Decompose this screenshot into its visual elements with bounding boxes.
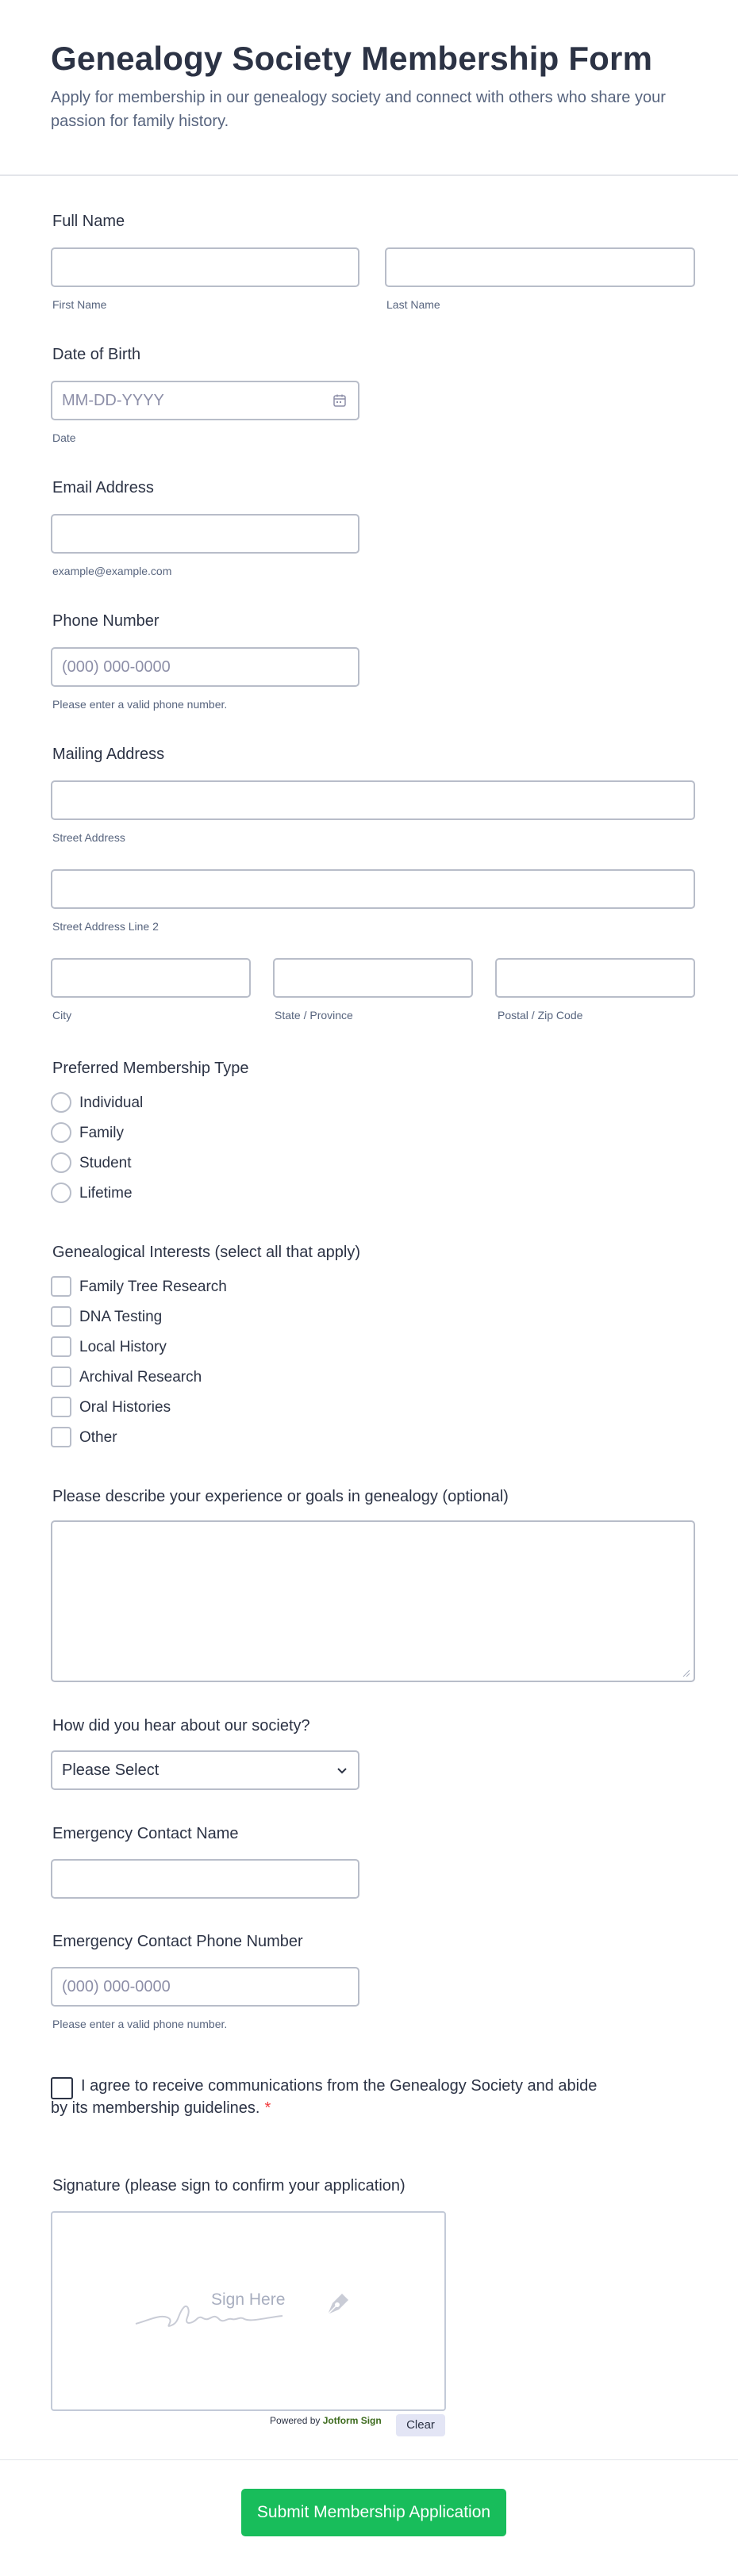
- checkbox-dna[interactable]: [51, 1306, 71, 1327]
- phone-placeholder: (000) 000-0000: [62, 658, 171, 676]
- referral-select[interactable]: [51, 1750, 359, 1790]
- pen-nib-icon: [325, 2289, 353, 2317]
- checkbox-other-label: Other: [79, 1429, 117, 1446]
- dob-placeholder: MM-DD-YYYY: [62, 392, 164, 409]
- last-name-sublabel: Last Name: [386, 298, 440, 311]
- radio-family[interactable]: [51, 1122, 71, 1143]
- phone-label: Phone Number: [52, 612, 160, 630]
- sign-here-text: Sign Here: [211, 2290, 286, 2309]
- referral-selected: Please Select: [62, 1761, 160, 1779]
- city-input[interactable]: [51, 958, 251, 998]
- checkbox-local-history-label: Local History: [79, 1339, 167, 1355]
- state-input[interactable]: [273, 958, 473, 998]
- clear-signature-button[interactable]: Clear: [396, 2414, 445, 2436]
- radio-student[interactable]: [51, 1152, 71, 1173]
- interests-label: Genealogical Interests (select all that apply): [52, 1244, 360, 1261]
- consent-label: [51, 2075, 606, 2119]
- street-address-input[interactable]: [51, 780, 695, 820]
- footer-divider: [0, 2459, 738, 2460]
- email-input[interactable]: [51, 514, 359, 554]
- consent-text: I agree to receive communications from the Genealogy Society and abide by its membership guidelines.: [51, 2077, 598, 2117]
- emergency-name-input[interactable]: [51, 1859, 359, 1899]
- street-address-sublabel: Street Address: [52, 831, 125, 844]
- powered-by: [270, 2415, 382, 2426]
- form-description: Apply for membership in our genealogy society and connect with others who share your passion for family history.: [51, 89, 666, 130]
- radio-lifetime-label: Lifetime: [79, 1185, 133, 1202]
- radio-individual[interactable]: [51, 1092, 71, 1113]
- resize-handle-icon[interactable]: [681, 1668, 690, 1677]
- radio-individual-label: Individual: [79, 1094, 144, 1111]
- calendar-icon[interactable]: [332, 393, 347, 408]
- zip-input[interactable]: [495, 958, 695, 998]
- powered-prefix: Powered by: [270, 2415, 321, 2426]
- form-header: [0, 0, 738, 176]
- checkbox-archival[interactable]: [51, 1367, 71, 1387]
- membership-label: Preferred Membership Type: [52, 1060, 249, 1077]
- radio-student-label: Student: [79, 1155, 132, 1171]
- emergency-phone-input[interactable]: [51, 1967, 359, 2007]
- emergency-phone-placeholder: (000) 000-0000: [62, 1978, 171, 1995]
- email-label: Email Address: [52, 479, 154, 496]
- checkbox-local-history[interactable]: [51, 1336, 71, 1357]
- emergency-phone-label: Emergency Contact Phone Number: [52, 1933, 303, 1950]
- experience-textarea[interactable]: [51, 1520, 695, 1682]
- chevron-down-icon: [336, 1765, 348, 1777]
- dob-input[interactable]: [51, 381, 359, 420]
- street-address-line2-input[interactable]: [51, 869, 695, 909]
- checkbox-oral-histories-label: Oral Histories: [79, 1399, 171, 1416]
- form-title: Genealogy Society Membership Form: [51, 40, 653, 77]
- email-sublabel: example@example.com: [52, 565, 172, 577]
- first-name-sublabel: First Name: [52, 298, 107, 311]
- powered-brand[interactable]: Jotform Sign: [322, 2415, 382, 2426]
- checkbox-other[interactable]: [51, 1427, 71, 1447]
- radio-family-label: Family: [79, 1125, 124, 1141]
- checkbox-family-tree[interactable]: [51, 1276, 71, 1297]
- full-name-label: Full Name: [52, 213, 125, 230]
- experience-label: Please describe your experience or goals in genealogy (optional): [52, 1488, 509, 1505]
- phone-sublabel: Please enter a valid phone number.: [52, 698, 228, 711]
- emergency-name-label: Emergency Contact Name: [52, 1825, 239, 1842]
- first-name-input[interactable]: [51, 247, 359, 287]
- required-mark: *: [264, 2099, 271, 2117]
- state-sublabel: State / Province: [275, 1009, 353, 1022]
- city-sublabel: City: [52, 1009, 72, 1022]
- submit-button[interactable]: Submit Membership Application: [241, 2489, 506, 2536]
- radio-lifetime[interactable]: [51, 1183, 71, 1203]
- signature-label: Signature (please sign to confirm your application): [52, 2177, 406, 2195]
- last-name-input[interactable]: [385, 247, 695, 287]
- phone-input[interactable]: [51, 647, 359, 687]
- referral-label: How did you hear about our society?: [52, 1717, 310, 1735]
- checkbox-family-tree-label: Family Tree Research: [79, 1278, 227, 1295]
- emergency-phone-sublabel: Please enter a valid phone number.: [52, 2018, 228, 2030]
- street-address-line2-sublabel: Street Address Line 2: [52, 920, 159, 933]
- checkbox-oral-histories[interactable]: [51, 1397, 71, 1417]
- dob-sublabel: Date: [52, 431, 76, 444]
- signature-pad[interactable]: [51, 2211, 446, 2411]
- address-label: Mailing Address: [52, 746, 165, 763]
- zip-sublabel: Postal / Zip Code: [498, 1009, 583, 1022]
- checkbox-archival-label: Archival Research: [79, 1369, 202, 1386]
- dob-label: Date of Birth: [52, 346, 141, 363]
- checkbox-dna-label: DNA Testing: [79, 1309, 163, 1325]
